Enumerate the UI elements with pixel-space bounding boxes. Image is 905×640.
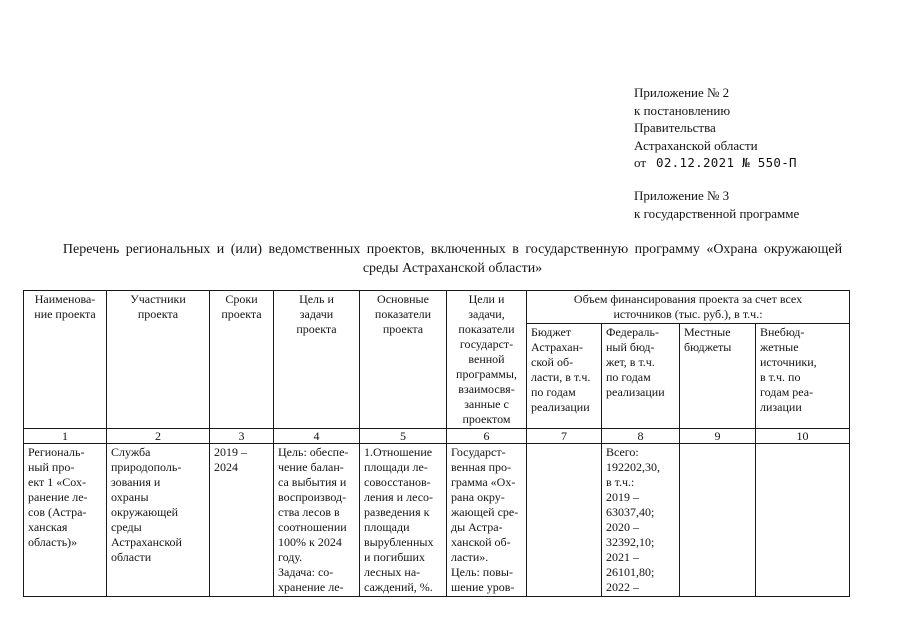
appendix-2-block <box>634 84 797 172</box>
column-number: 3 <box>210 429 274 444</box>
date-prefix: от <box>634 155 647 171</box>
cell-extrabudgetary <box>756 444 850 597</box>
resolution-date-number: 02.12.2021 № 550-П <box>656 155 797 171</box>
projects-table <box>23 290 850 597</box>
header-main-indicators: Основные показатели проекта <box>360 291 447 429</box>
appendix-3-block <box>634 187 799 222</box>
header-funding-group: Объем финансирования проекта за счет всех источников (тыс. руб.), в т.ч.: <box>527 291 850 324</box>
appendix-3-line2: к государственной программе <box>634 205 800 221</box>
column-number: 5 <box>360 429 447 444</box>
table-row <box>24 444 850 597</box>
header-local-budgets: Местные бюджеты <box>680 324 756 429</box>
column-number: 9 <box>680 429 756 444</box>
appendix-2-date-line <box>634 154 797 172</box>
column-number: 10 <box>756 429 850 444</box>
column-numbers-row <box>24 429 850 444</box>
appendix-2-line2: к постановлению <box>634 102 731 118</box>
appendix-2-line3: Правительства <box>634 120 716 136</box>
header-goal-tasks: Цель и задачи проекта <box>274 291 360 429</box>
header-project-name: Наименова- ние проекта <box>24 291 107 429</box>
column-number: 7 <box>527 429 602 444</box>
header-terms: Сроки проекта <box>210 291 274 429</box>
cell-local-budgets <box>680 444 756 597</box>
cell-project-name: Региональ- ный про- ект 1 «Сох- ранение ле- сов (Астра- ханская область)» <box>24 444 107 597</box>
appendix-2-line4: Астраханской области <box>634 137 758 153</box>
column-number: 2 <box>107 429 210 444</box>
column-number: 8 <box>602 429 680 444</box>
column-number: 1 <box>24 429 107 444</box>
header-row-top <box>24 291 850 324</box>
column-number: 6 <box>447 429 527 444</box>
cell-program-goals: Государст- венная про- грамма «Ох- рана окру- жающей сре- ды Астра- ханской об- ласти». Цель: повы- шение уров- <box>447 444 527 597</box>
cell-goal-tasks: Цель: обеспе- чение балан- са выбытия и воспроизвод- ства лесов в соотношении 100% к 2024 году. Задача: со- хранение ле- <box>274 444 360 597</box>
appendix-3-line1: Приложение № 3 <box>634 188 730 203</box>
document-title-line1: Перечень региональных и (или) ведомственных проектов, включенных в государственную программу «Охрана окружающей <box>62 242 843 257</box>
cell-terms: 2019 – 2024 <box>210 444 274 597</box>
appendix-2-line1: Приложение № 2 <box>634 85 730 100</box>
document-title <box>30 240 875 278</box>
cell-main-indicators: 1.Отношение площади ле- совосстанов- ления и лесо- разведения к площади вырубленных и погибших лесных на- саждений, %. <box>360 444 447 597</box>
column-number: 4 <box>274 429 360 444</box>
header-extrabudgetary: Внебюд- жетные источники, в т.ч. по годам реа- лизации <box>756 324 850 429</box>
header-regional-budget: Бюджет Астрахан- ской об- ласти, в т.ч. по годам реализации <box>527 324 602 429</box>
cell-federal-budget: Всего: 192202,30, в т.ч.: 2019 – 63037,40; 2020 – 32392,10; 2021 – 26101,80; 2022 – <box>602 444 680 597</box>
document-title-line2: среды Астраханской области» <box>362 261 543 276</box>
header-federal-budget: Федераль- ный бюд- жет, в т.ч. по годам реализации <box>602 324 680 429</box>
header-program-goals: Цели и задачи, показатели государст- венной программы, взаимосвя- занные с проектом <box>447 291 527 429</box>
header-participants: Участники проекта <box>107 291 210 429</box>
cell-regional-budget <box>527 444 602 597</box>
cell-participants: Служба природополь- зования и охраны окружающей среды Астраханской области <box>107 444 210 597</box>
